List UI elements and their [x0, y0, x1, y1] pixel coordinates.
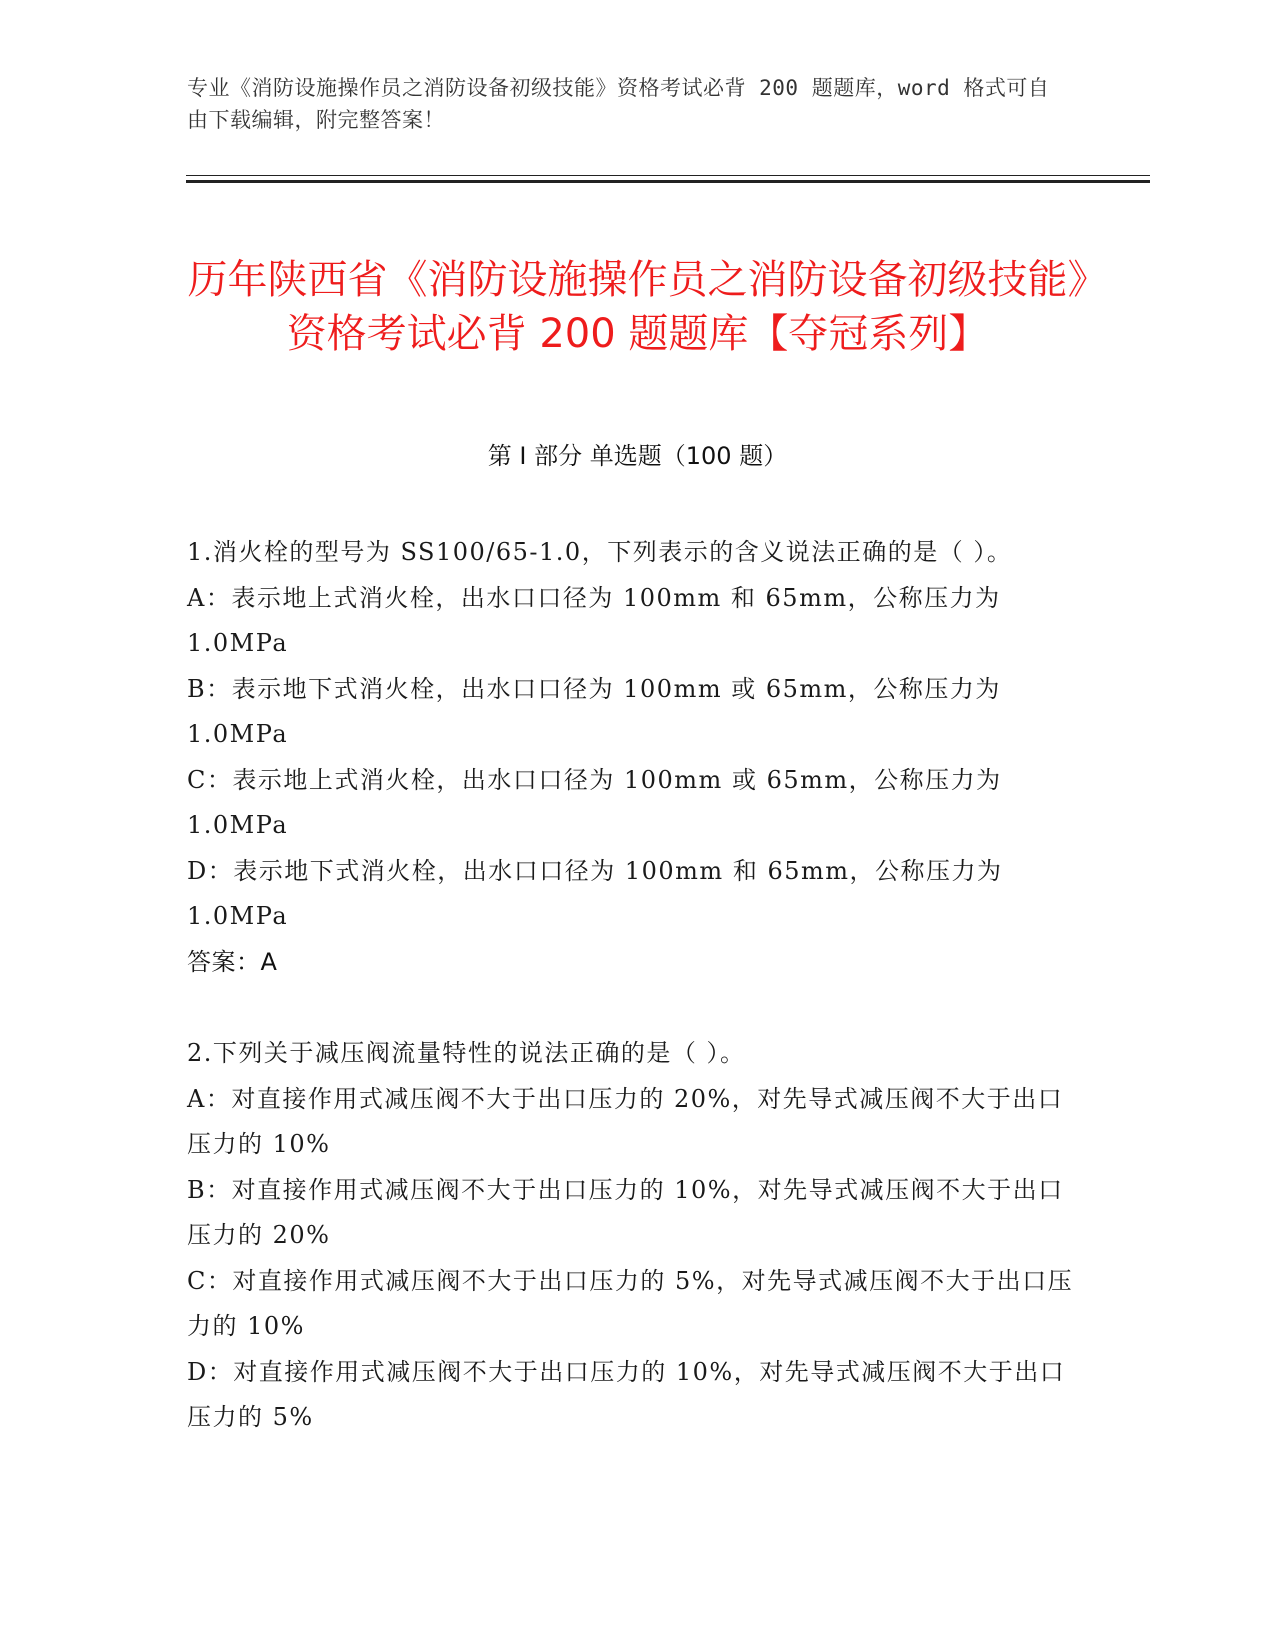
question-2	[187, 1031, 1087, 1441]
question-stem: 1.消火栓的型号为 SS100/65-1.0，下列表示的含义说法正确的是（ ）。	[187, 538, 1013, 566]
option-a: A：表示地上式消火栓，出水口口径为 100mm 和 65mm，公称压力为 1.0MPa	[187, 583, 1001, 657]
header-divider-thick	[186, 180, 1150, 183]
option-d: D：对直接作用式减压阀不大于出口压力的 10%，对先导式减压阀不大于出口压力的 5%	[187, 1357, 1066, 1431]
section-heading: 第 I 部分 单选题（100 题）	[487, 442, 788, 470]
option-d: D：表示地下式消火栓，出水口口径为 100mm 和 65mm，公称压力为 1.0MPa	[187, 856, 1003, 930]
option-b: B：表示地下式消火栓，出水口口径为 100mm 或 65mm，公称压力为 1.0MPa	[187, 674, 1001, 748]
option-c: C：表示地上式消火栓，出水口口径为 100mm 或 65mm，公称压力为 1.0MPa	[187, 765, 1002, 839]
question-1	[187, 530, 1087, 985]
document-title: 历年陕西省《消防设施操作员之消防设备初级技能》资格考试必背 200 题题库【夺冠系列】	[187, 256, 1088, 357]
question-spacer	[187, 985, 1087, 1031]
option-b: B：对直接作用式减压阀不大于出口压力的 10%，对先导式减压阀不大于出口压力的 20%	[187, 1175, 1064, 1249]
option-c: C：对直接作用式减压阀不大于出口压力的 5%，对先导式减压阀不大于出口压力的 10%	[187, 1266, 1074, 1340]
question-stem: 2.下列关于减压阀流量特性的说法正确的是（ ）。	[187, 1039, 746, 1067]
header-divider-thin	[186, 175, 1150, 176]
header-note: 专业《消防设施操作员之消防设备初级技能》资格考试必背 200 题题库，word 格式可自由下载编辑，附完整答案！	[187, 76, 1050, 132]
questions-list	[187, 530, 1087, 1441]
option-a: A：对直接作用式减压阀不大于出口压力的 20%，对先导式减压阀不大于出口压力的 10%	[187, 1084, 1064, 1158]
answer: 答案：A	[187, 947, 278, 976]
